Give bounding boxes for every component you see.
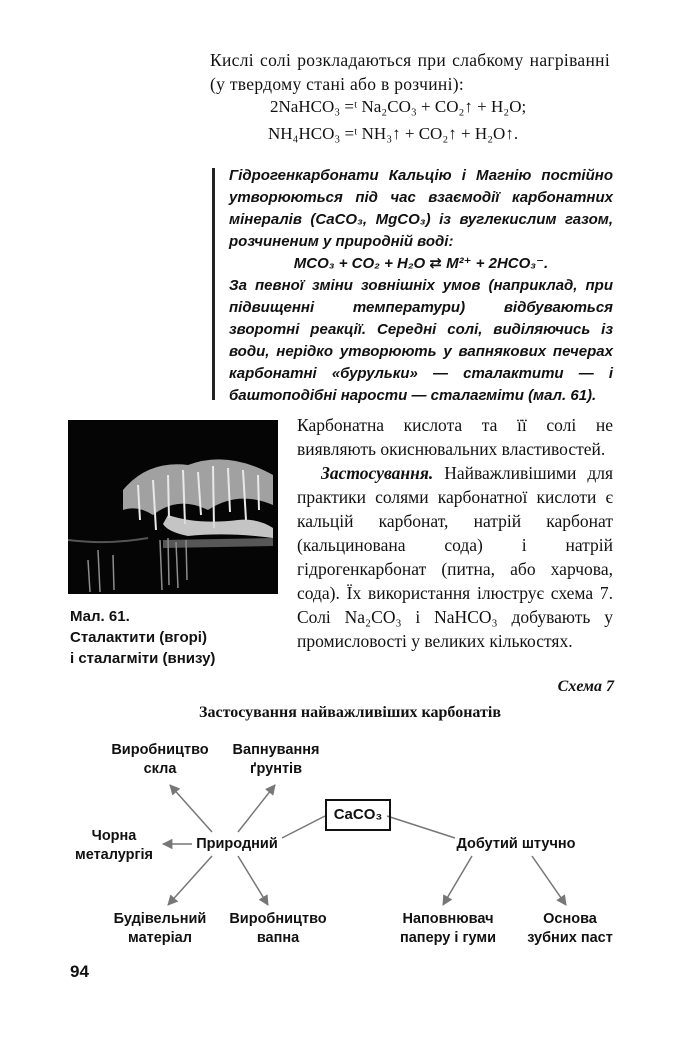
page-number: 94 — [70, 962, 89, 981]
building-line-1: Будівельний — [113, 911, 207, 927]
soils-line-1: Вапнування — [232, 742, 320, 758]
boxed-paragraph-2: За певної зміни зовнішніх умов (наприклад, при підвищенні температури) відбуваються зворотні реакції. Середні солі, виділяючись із води, нерідко утворюють у вапнякових печерах карбонатні «бурульки» — сталактити — і баштоподібні нарости — сталагміти (мал. 61). — [229, 277, 613, 404]
filler-node — [388, 910, 508, 948]
caption-line-1: Сталактити (вгорі) — [70, 629, 207, 646]
artificial-node: Добутий штучно — [456, 836, 576, 852]
metallurgy-line-1: Чорна — [91, 828, 137, 844]
arrow-to-soils — [238, 785, 275, 832]
glass-node — [110, 741, 210, 779]
toothpaste-line-1: Основа — [543, 911, 597, 927]
calcium-carbonate-node: CaCO₃ — [325, 799, 391, 831]
arrow-center-natural — [282, 816, 325, 838]
caption-line-2: і сталагміти (внизу) — [70, 650, 216, 667]
oxidizing-paragraph: Карбонатна кислота та її солі не виявляють окиснювальних властивостей. — [297, 415, 613, 459]
building-node — [110, 910, 210, 948]
arrow-to-building — [168, 856, 212, 905]
arrow-to-lime — [238, 856, 268, 905]
boxed-paragraph-1: Гідрогенкарбонати Кальцію і Магнію постійно утворюються під час взаємодії карбонатних мінералів (CaCO₃, MgCO₃) із вуглекислим газом, розчиненим у природній воді: — [229, 167, 613, 250]
caption-title: Мал. 61. — [70, 608, 130, 625]
lime-node — [223, 910, 333, 948]
toothpaste-node — [520, 910, 620, 948]
scheme-label: Схема 7 — [557, 678, 614, 695]
arrow-to-glass — [170, 785, 212, 832]
lime-line-2: вапна — [256, 930, 300, 946]
metallurgy-line-2: металургія — [74, 847, 154, 863]
filler-line-2: паперу і гуми — [399, 930, 496, 946]
equation-ammonium-bicarbonate: NH₄HCO₃ =ᵗ NH₃↑ + CO₂↑ + H₂O↑. — [268, 124, 519, 143]
arrow-to-filler — [443, 856, 472, 905]
arrow-to-toothpaste — [532, 856, 566, 905]
metallurgy-node — [66, 827, 162, 865]
toothpaste-line-2: зубних паст — [527, 930, 613, 946]
usage-text: Найважливішими для практики солями карбонатної кислоти є кальцій карбонат, натрій карбонат (кальцинована сода) і натрій гідрогенкарбонат (питна, або харчова, сода). Їх використання ілюструє схема 7. Солі Na₂CO₃ і NaHCO₃ добувають у промисловості у великих кількостях. — [297, 463, 613, 651]
building-line-2: матеріал — [128, 930, 192, 946]
soils-node — [226, 741, 326, 779]
glass-line-2: скла — [143, 761, 177, 777]
scheme-title: Застосування найважливіших карбонатів — [199, 704, 501, 721]
natural-node: Природний — [196, 836, 278, 852]
lime-line-1: Виробництво — [229, 911, 327, 927]
soils-line-2: ґрунтів — [249, 761, 302, 777]
intro-paragraph: Кислі солі розкладаються при слабкому нагріванні (у твердому стані або в розчині): — [210, 50, 610, 94]
arrow-center-artificial — [387, 816, 455, 838]
usage-heading: Застосування. — [321, 463, 434, 483]
boxed-equation: MCO₃ + CO₂ + H₂O ⇄ M²⁺ + 2HCO₃⁻. — [293, 255, 549, 272]
filler-line-1: Наповнювач — [402, 911, 494, 927]
glass-line-1: Виробництво — [111, 742, 209, 758]
equation-sodium-bicarbonate: 2NaHCO₃ =ᵗ Na₂CO₃ + CO₂↑ + H₂O; — [270, 97, 527, 116]
